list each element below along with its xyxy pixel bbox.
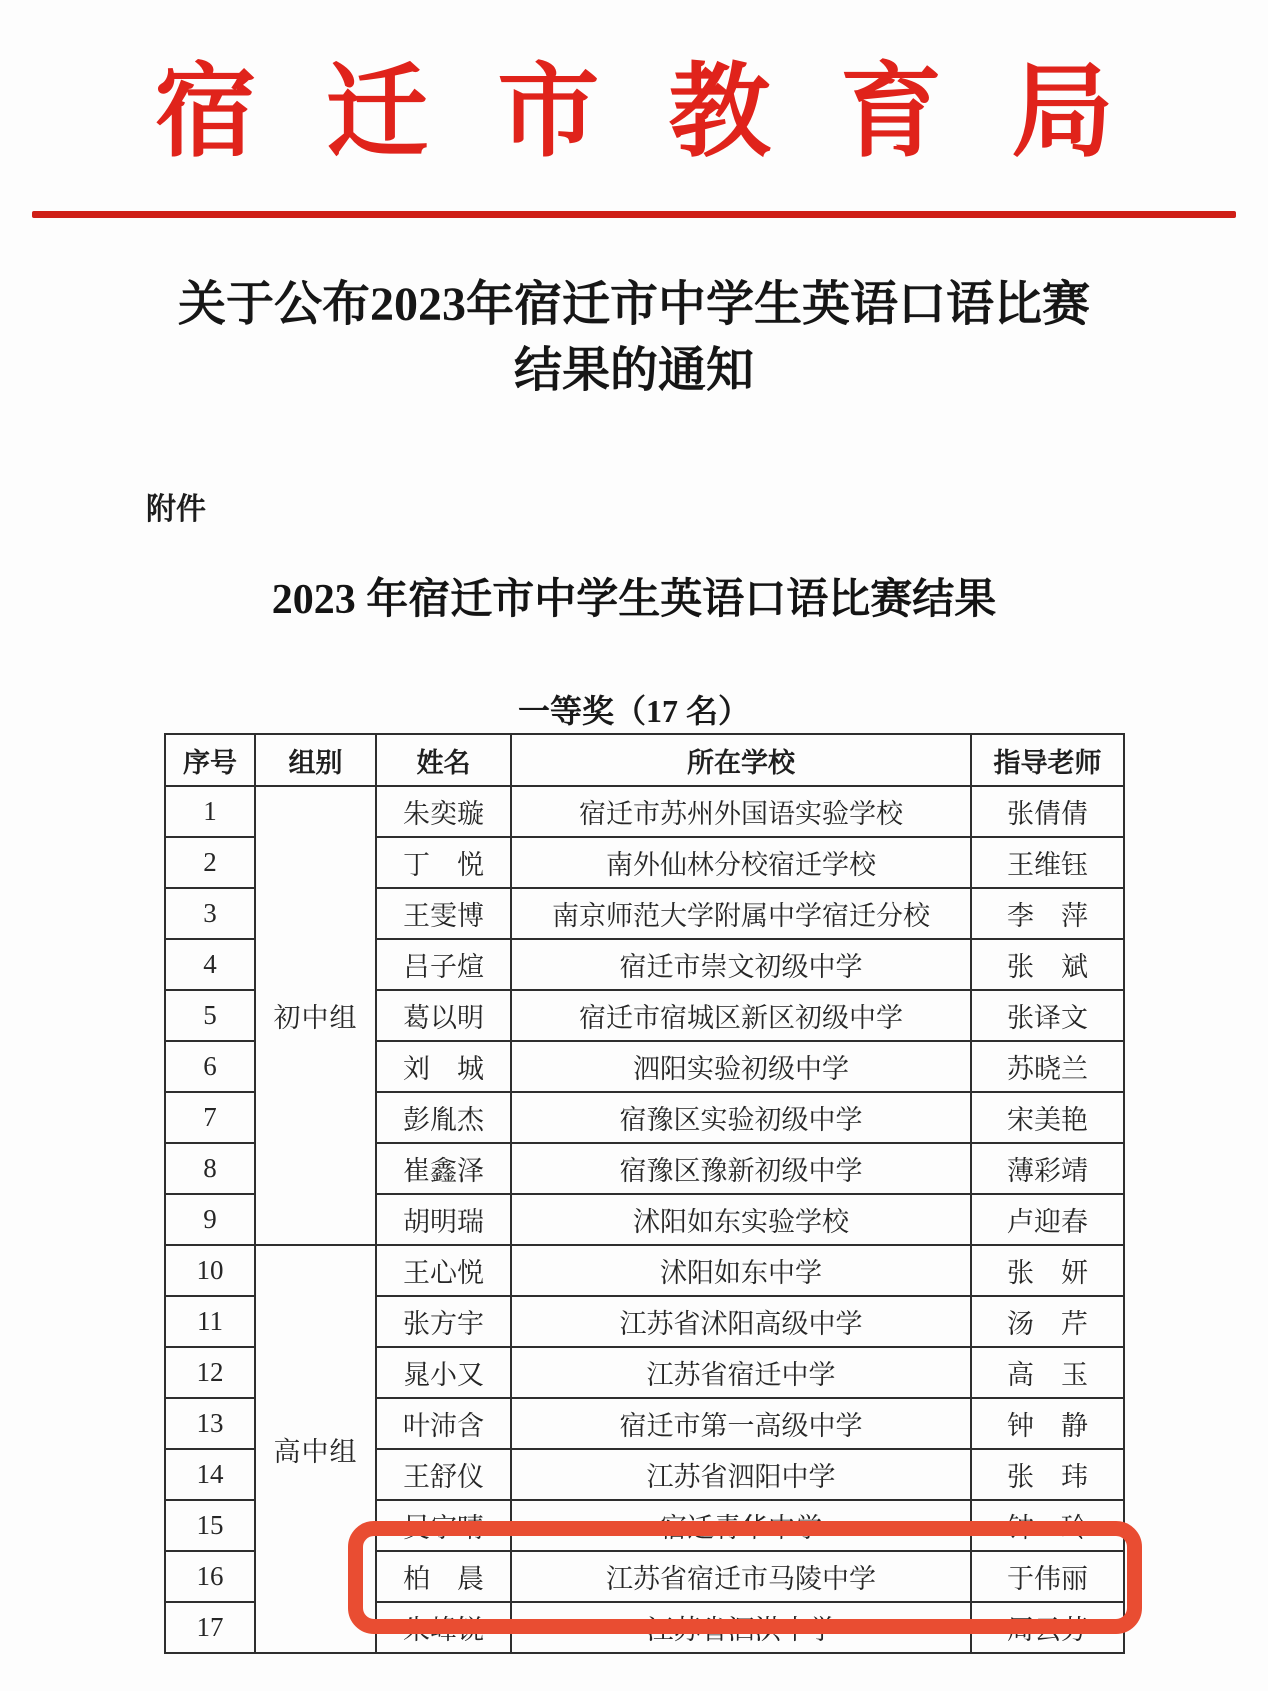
- cell-teacher: 张译文: [971, 990, 1124, 1041]
- header-group: 组别: [255, 734, 376, 786]
- results-table-body: [165, 786, 1124, 1653]
- cell-school: 宿迁市第一高级中学: [511, 1398, 971, 1449]
- cell-school: 宿迁青华中学: [511, 1500, 971, 1551]
- table-row: [165, 786, 1124, 837]
- cell-school: 江苏省宿迁中学: [511, 1347, 971, 1398]
- cell-name: 王舒仪: [376, 1449, 511, 1500]
- cell-rank: 2: [165, 837, 255, 888]
- cell-teacher: 钟 玲: [971, 1500, 1124, 1551]
- document-title-line2: 结果的通知: [513, 344, 754, 397]
- cell-name: 胡明瑞: [376, 1194, 511, 1245]
- first-prize-section-title: 一等奖（17 名）: [517, 693, 750, 729]
- cell-group: 高中组: [255, 1245, 376, 1653]
- cell-teacher: 宋美艳: [971, 1092, 1124, 1143]
- cell-school: 宿迁市宿城区新区初级中学: [511, 990, 971, 1041]
- cell-rank: 15: [165, 1500, 255, 1551]
- cell-teacher: 周云芳: [971, 1602, 1124, 1653]
- cell-rank: 17: [165, 1602, 255, 1653]
- cell-rank: 10: [165, 1245, 255, 1296]
- header-teacher: 指导老师: [971, 734, 1124, 786]
- cell-teacher: 张 玮: [971, 1449, 1124, 1500]
- cell-teacher: 李 萍: [971, 888, 1124, 939]
- cell-name: 刘 城: [376, 1041, 511, 1092]
- table-header-row: [165, 734, 1124, 786]
- cell-school: 宿豫区豫新初级中学: [511, 1143, 971, 1194]
- red-divider-line: [32, 211, 1236, 218]
- document-title-line1: 关于公布2023年宿迁市中学生英语口语比赛: [177, 278, 1090, 331]
- cell-school: 泗阳实验初级中学: [511, 1041, 971, 1092]
- cell-name: 葛以明: [376, 990, 511, 1041]
- cell-teacher: 王维钰: [971, 837, 1124, 888]
- cell-name: 朱奕璇: [376, 786, 511, 837]
- cell-school: 江苏省沭阳高级中学: [511, 1296, 971, 1347]
- cell-school: 沭阳如东实验学校: [511, 1194, 971, 1245]
- cell-rank: 4: [165, 939, 255, 990]
- attachment-label: 附件: [146, 493, 206, 526]
- cell-rank: 14: [165, 1449, 255, 1500]
- cell-school: 江苏省泗阳中学: [511, 1449, 971, 1500]
- cell-name: 王心悦: [376, 1245, 511, 1296]
- header-name: 姓名: [376, 734, 511, 786]
- header-school: 所在学校: [511, 734, 971, 786]
- cell-teacher: 苏晓兰: [971, 1041, 1124, 1092]
- agency-masthead: 宿迁市教育局: [154, 57, 1183, 170]
- cell-teacher: 张倩倩: [971, 786, 1124, 837]
- cell-name: 彭胤杰: [376, 1092, 511, 1143]
- cell-teacher: 薄彩靖: [971, 1143, 1124, 1194]
- cell-rank: 11: [165, 1296, 255, 1347]
- cell-rank: 6: [165, 1041, 255, 1092]
- cell-teacher: 张 斌: [971, 939, 1124, 990]
- cell-name: 朱峰锐: [376, 1602, 511, 1653]
- cell-name: 丁 悦: [376, 837, 511, 888]
- cell-school: 沭阳如东中学: [511, 1245, 971, 1296]
- cell-school: 南外仙林分校宿迁学校: [511, 837, 971, 888]
- cell-rank: 12: [165, 1347, 255, 1398]
- cell-rank: 3: [165, 888, 255, 939]
- cell-school: 江苏省宿迁市马陵中学: [511, 1551, 971, 1602]
- cell-rank: 9: [165, 1194, 255, 1245]
- cell-teacher: 高 玉: [971, 1347, 1124, 1398]
- cell-teacher: 钟 静: [971, 1398, 1124, 1449]
- header-rank: 序号: [165, 734, 255, 786]
- cell-teacher: 张 妍: [971, 1245, 1124, 1296]
- cell-rank: 13: [165, 1398, 255, 1449]
- cell-teacher: 卢迎春: [971, 1194, 1124, 1245]
- cell-name: 柏 晨: [376, 1551, 511, 1602]
- cell-group: 初中组: [255, 786, 376, 1245]
- document-title: [0, 272, 1268, 404]
- cell-rank: 1: [165, 786, 255, 837]
- attachment-title: 2023 年宿迁市中学生英语口语比赛结果: [271, 577, 997, 623]
- cell-teacher: 于伟丽: [971, 1551, 1124, 1602]
- cell-rank: 16: [165, 1551, 255, 1602]
- cell-teacher: 汤 芹: [971, 1296, 1124, 1347]
- cell-school: 宿豫区实验初级中学: [511, 1092, 971, 1143]
- cell-name: 张方宇: [376, 1296, 511, 1347]
- cell-rank: 8: [165, 1143, 255, 1194]
- cell-name: 晁小又: [376, 1347, 511, 1398]
- cell-school: 宿迁市崇文初级中学: [511, 939, 971, 990]
- cell-rank: 5: [165, 990, 255, 1041]
- cell-name: 吕子煊: [376, 939, 511, 990]
- cell-school: 宿迁市苏州外国语实验学校: [511, 786, 971, 837]
- cell-name: 叶沛含: [376, 1398, 511, 1449]
- cell-name: 崔鑫泽: [376, 1143, 511, 1194]
- cell-school: 江苏省泗洪中学: [511, 1602, 971, 1653]
- cell-school: 南京师范大学附属中学宿迁分校: [511, 888, 971, 939]
- cell-rank: 7: [165, 1092, 255, 1143]
- results-table: [164, 733, 1125, 1654]
- table-row: [165, 1245, 1124, 1296]
- cell-name: 王雯博: [376, 888, 511, 939]
- cell-name: 吴宇晴: [376, 1500, 511, 1551]
